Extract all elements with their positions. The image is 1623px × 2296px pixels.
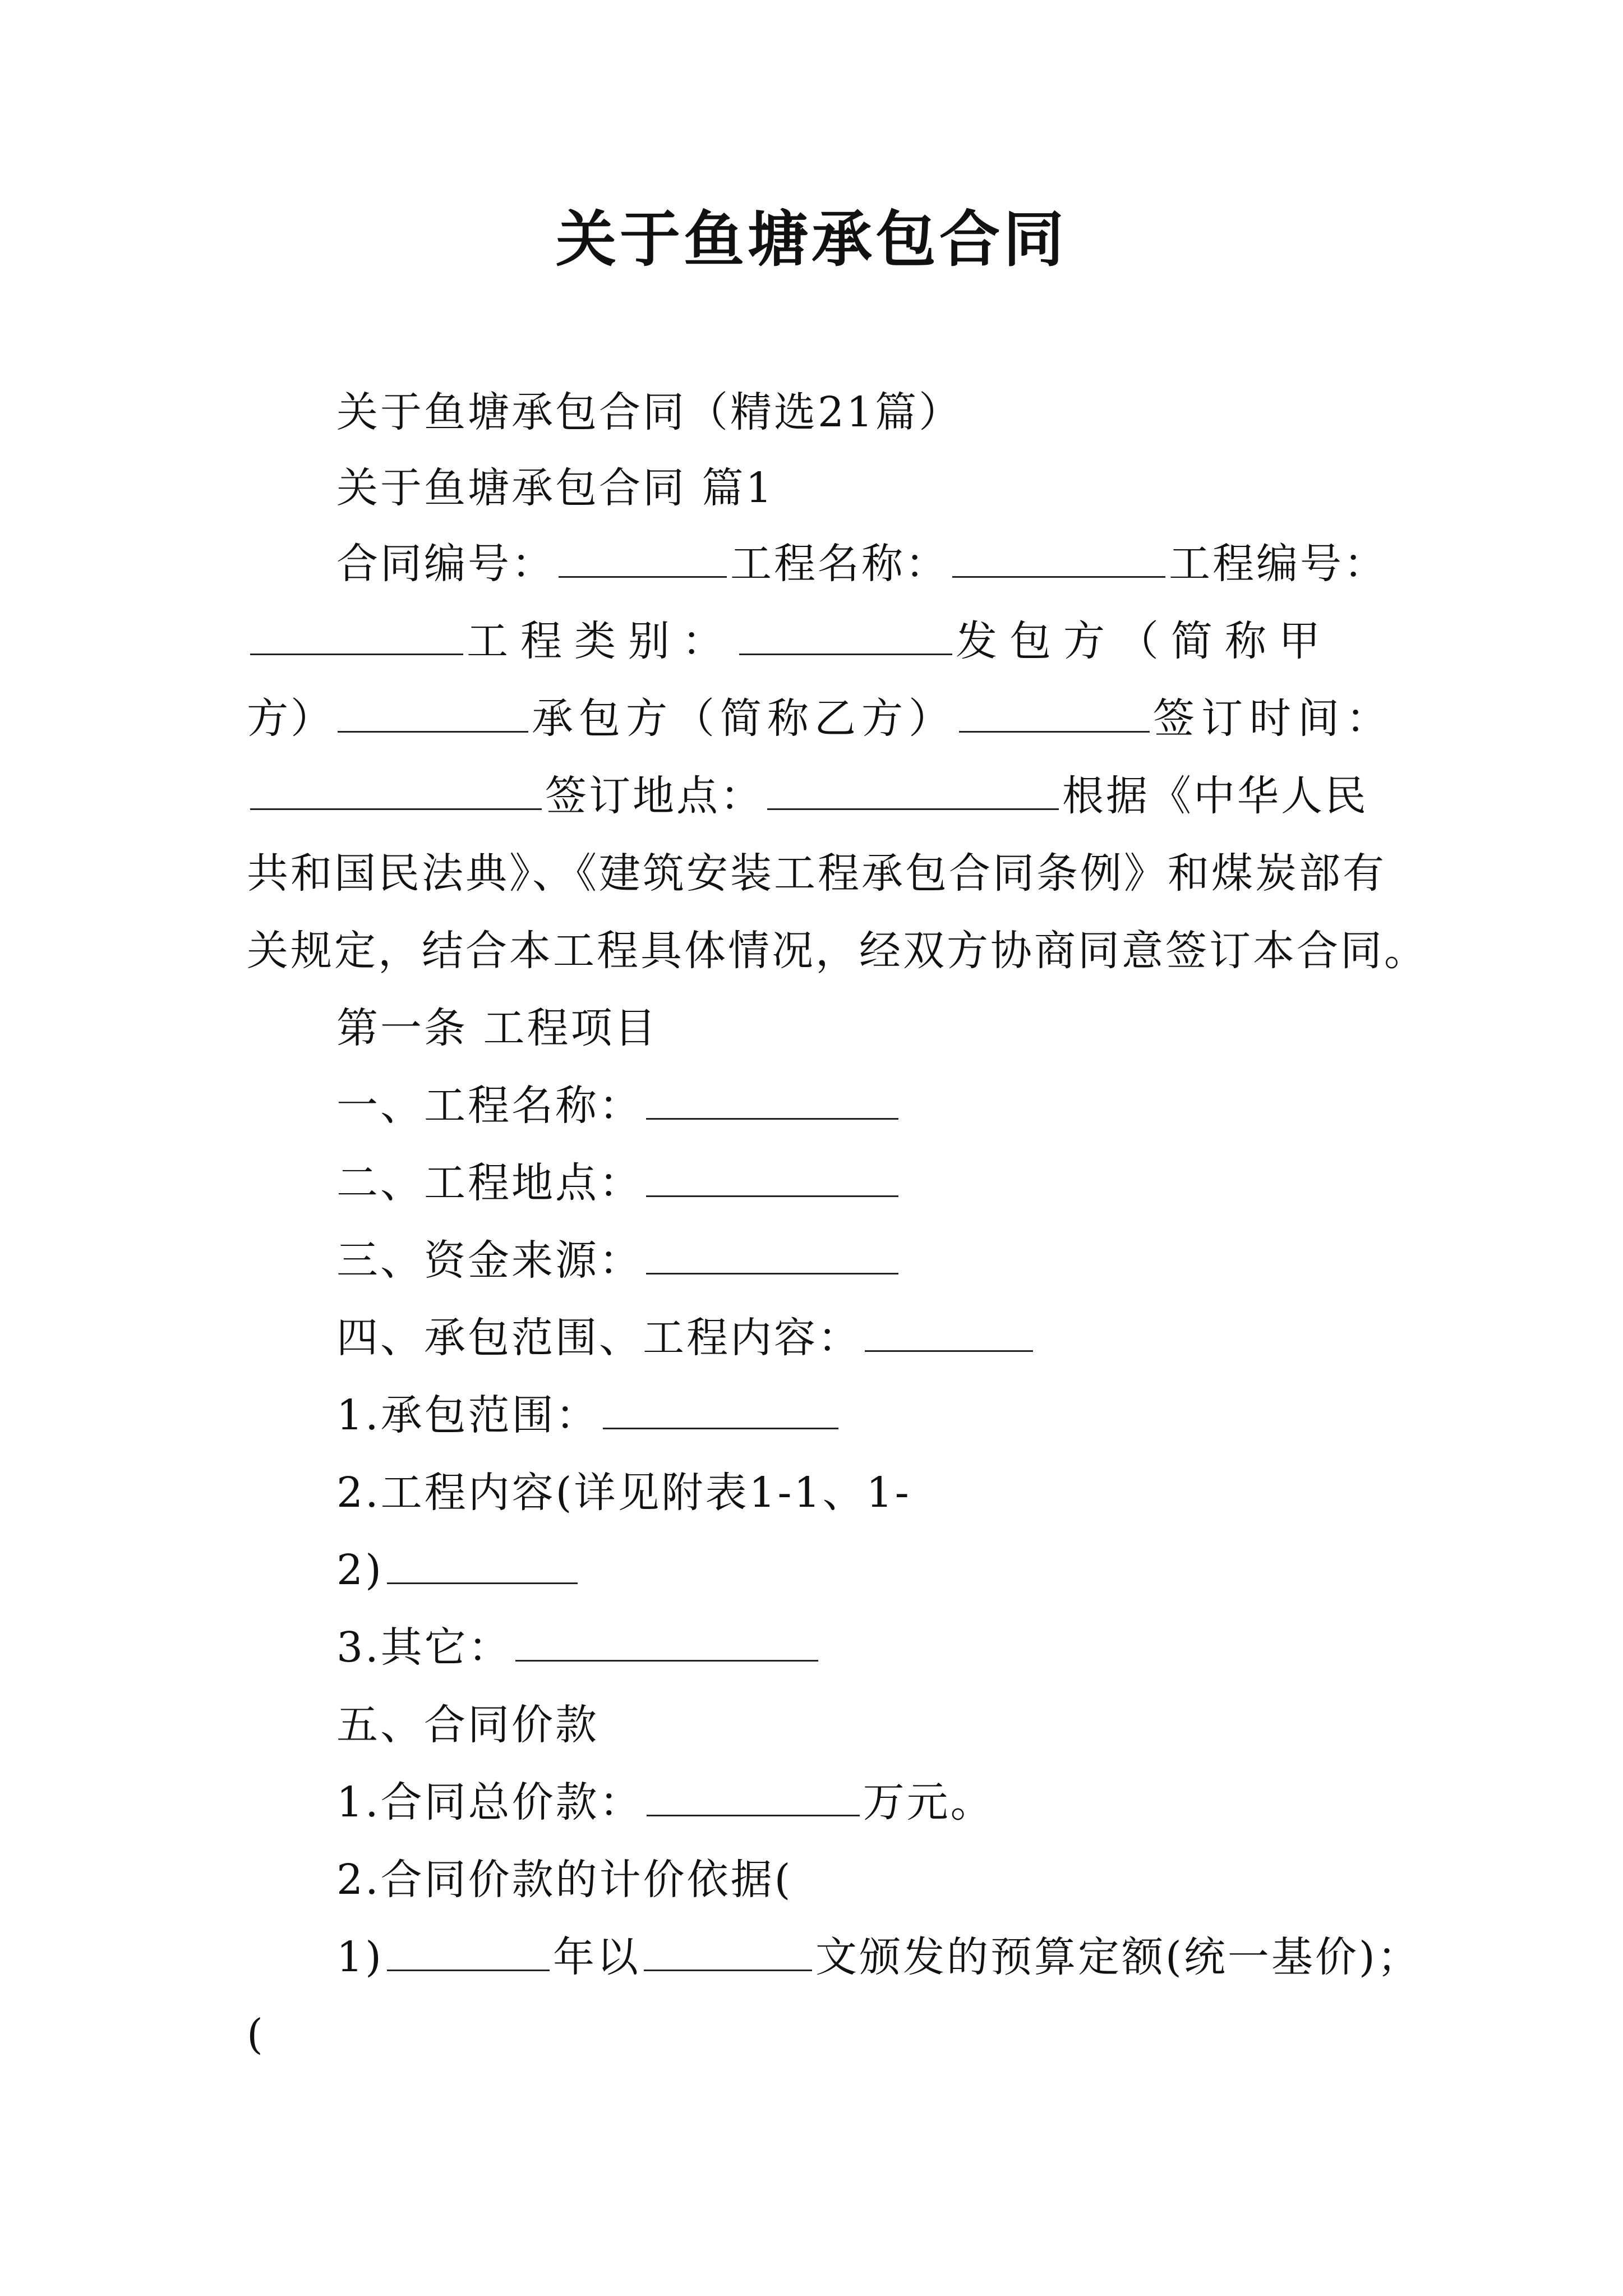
basis-year-blank <box>387 1927 550 1971</box>
article1-item1 <box>336 1075 902 1137</box>
sign-place-blank <box>767 766 1059 810</box>
sign-place-label: 签订地点： <box>545 772 764 820</box>
article5-sub1 <box>336 1772 994 1833</box>
article1-sub2a: 2.工程内容(详见附表1-1、1- <box>336 1469 911 1517</box>
project-type-label: 工程类别： <box>467 617 736 665</box>
article1-sub2b <box>336 1539 581 1601</box>
subtitle: 关于鱼塘承包合同（精选21篇） <box>336 388 963 436</box>
article1-item2 <box>336 1152 902 1214</box>
article1-sub3 <box>336 1617 822 1678</box>
contract-no-blank <box>559 533 727 578</box>
sign-time-blank <box>250 766 542 810</box>
fund-source-item-blank <box>646 1230 898 1274</box>
basis-item1-text: 文颁发的预算定额(统一基价)； <box>815 1933 1421 1981</box>
project-no-label: 工程编号： <box>1169 540 1387 588</box>
article5-sub2-1 <box>336 1926 1421 1988</box>
basis-item1-num: 1) <box>336 1933 384 1981</box>
basis-line-2: 共和国民法典》、《建筑安装工程承包合同条例》和煤炭部有 <box>247 849 1386 898</box>
project-name-blank <box>952 533 1165 578</box>
scope-item-blank <box>865 1308 1033 1352</box>
other-sub-blank <box>515 1617 818 1662</box>
total-price-label: 1.合同总价款： <box>336 1778 643 1826</box>
party-b-label: 承包方（简称乙方） <box>532 694 956 743</box>
sign-time-label: 签订时间： <box>1153 694 1394 743</box>
total-price-blank <box>647 1772 860 1816</box>
article1-heading: 第一条 工程项目 <box>336 1004 658 1052</box>
project-name-label: 工程名称： <box>730 540 949 588</box>
party-a-label: 发包方（简称甲 <box>956 617 1332 665</box>
header-line-3 <box>247 688 1394 749</box>
total-price-unit: 万元。 <box>863 1778 994 1826</box>
article5-tail: ( <box>247 2010 265 2059</box>
basis-item1-year: 年以 <box>552 1933 640 1981</box>
article5-heading: 五、合同价款 <box>336 1701 599 1749</box>
header-line-4 <box>247 765 1368 827</box>
project-name-item-label: 一、工程名称： <box>336 1082 643 1130</box>
contract-no-label: 合同编号： <box>336 540 555 588</box>
project-type-blank <box>739 611 952 655</box>
article5-sub2: 2.合同价款的计价依据( <box>336 1856 793 1904</box>
project-name-item-blank <box>646 1075 898 1120</box>
project-site-item-blank <box>646 1153 898 1197</box>
party-b-blank <box>959 688 1150 733</box>
header-line-2 <box>247 610 1332 672</box>
party-a-blank <box>338 688 528 733</box>
basis-start: 根据《中华人民 <box>1062 772 1368 820</box>
article1-sub1 <box>336 1384 842 1446</box>
scope-sub-blank <box>603 1385 838 1429</box>
fund-source-item-label: 三、资金来源： <box>336 1236 643 1285</box>
document-title: 关于鱼塘承包合同 <box>555 204 1067 275</box>
header-line-1 <box>336 533 1387 595</box>
project-site-item-label: 二、工程地点： <box>336 1159 643 1207</box>
party-a-end: 方） <box>247 694 334 743</box>
basis-doc-blank <box>644 1927 812 1971</box>
scope-item-label: 四、承包范围、工程内容： <box>336 1314 861 1362</box>
scope-sub-label: 1.承包范围： <box>336 1391 600 1439</box>
section-heading: 关于鱼塘承包合同 篇1 <box>336 464 774 512</box>
basis-line-3: 关规定，结合本工程具体情况，经双方协商同意签订本合同。 <box>247 927 1428 975</box>
content-sub-blank <box>387 1540 578 1584</box>
content-sub-end: 2) <box>336 1546 384 1594</box>
article1-item4 <box>336 1307 1036 1369</box>
project-no-blank <box>250 611 463 655</box>
article1-item3 <box>336 1230 902 1291</box>
other-sub-label: 3.其它： <box>336 1623 512 1672</box>
